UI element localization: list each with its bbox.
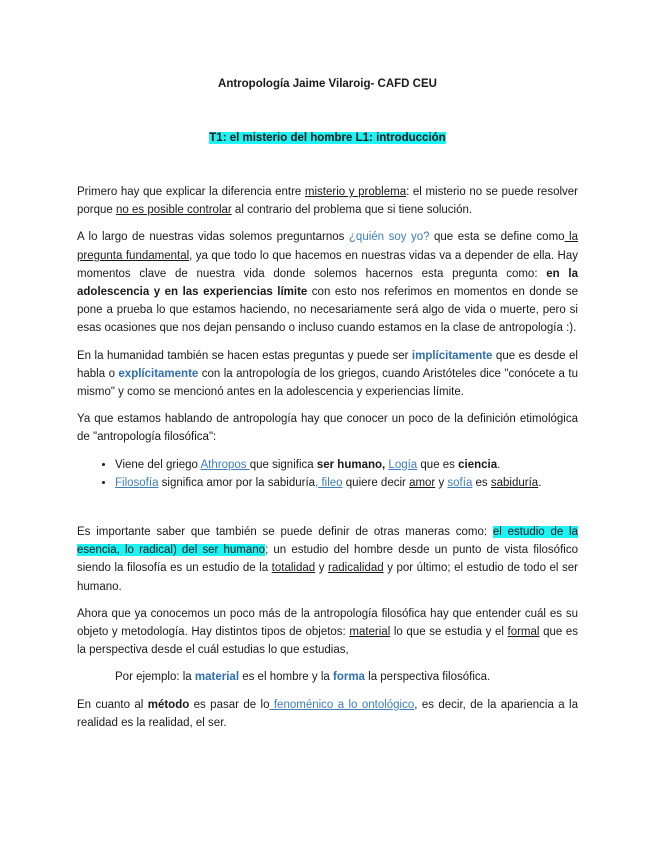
etymology-list — [77, 456, 578, 492]
paragraph-humanidad: En la humanidad también se hacen estas preguntas y puede ser implícitamente que es desde el habla o explícitamente con la antropología de los griegos, cuando Aristóteles dice "conócete a tu mismo" y como se mencionó antes en la adolescencia y experiencias límite. — [77, 349, 578, 399]
link-term[interactable]: , fileo — [315, 476, 343, 489]
paragraph-definiciones: Es importante saber que también se puede definir de otras maneras como: el estudio de la esencia, lo radical) del ser humano; un estudio del hombre desde un punto de vista filosófico siendo la filosofía es un estudio de la totalidad y radicalidad y por último; el estudio de todo el ser humano. — [77, 526, 578, 593]
bold-term: ciencia — [458, 458, 498, 471]
paragraph-metodo: En cuanto al método es pasar de lo fenoménico a lo ontológico, es decir, de la apariencia a la realidad es la realidad, el ser. — [77, 698, 578, 729]
underlined-term: no es posible controlar — [116, 204, 232, 217]
spacer — [77, 501, 578, 523]
link-term[interactable]: Filosofía — [115, 476, 159, 489]
list-item: • Viene del griego Athropos que significa ser humano, Logía que es ciencia. — [115, 456, 578, 474]
blue-bold-term: implícitamente — [411, 349, 493, 362]
topic-heading — [0, 132, 655, 144]
blue-bold-term: forma — [332, 671, 365, 684]
underlined-term: sabiduría — [490, 476, 539, 489]
underlined-term: totalidad — [271, 562, 316, 575]
underlined-term: radicalidad — [328, 562, 384, 575]
highlighted-term: el estudio de la esencia, lo radical) del ser humano — [77, 526, 578, 557]
bold-term: en la adolescencia y en las experiencias límite — [77, 267, 578, 299]
underlined-term: formal — [507, 626, 540, 639]
underlined-term: material — [349, 626, 391, 639]
topic-heading-highlight: T1: el misterio del hombre L1: introducción — [209, 132, 446, 144]
paragraph-etimologia: Ya que estamos hablando de antropología hay que conocer un poco de la definición etimológica de "antropología filosófica": — [77, 413, 578, 444]
bold-term: ser humano, — [316, 458, 389, 471]
blue-bold-term: explícitamente — [118, 367, 199, 380]
underlined-term: misterio y problema — [304, 186, 407, 198]
document-body — [77, 183, 578, 741]
paragraph-objeto: Ahora que ya conocemos un poco más de la antropología filosófica hay que entender cuál es su objeto y metodología. Hay distintos tipos de objetos: material lo que se estudia y el formal que es la perspectiva desde el cuál estudias lo que estudias, — [77, 607, 578, 657]
link-term[interactable]: sofía — [447, 476, 473, 489]
paragraph-ejemplo: Por ejemplo: la material es el hombre y la forma la perspectiva filosófica. — [115, 671, 491, 684]
link-term[interactable]: fenoménico a lo ontológico — [269, 698, 415, 711]
link-term[interactable]: Athropos — [200, 458, 250, 471]
blue-bold-term: material — [194, 671, 240, 684]
paragraph-misterio-problema: Primero hay que explicar la diferencia entre misterio y problema: el misterio no se puede resolver porque no es posible controlar al contrario del problema que si tiene solución. — [77, 186, 578, 217]
underlined-term: amor — [409, 476, 436, 489]
bold-term: método — [147, 698, 190, 711]
list-item: • Filosofía significa amor por la sabiduría, fileo quiere decir amor y sofía es sabiduría. — [115, 474, 578, 492]
blue-term: ¿quién soy yo? — [348, 231, 430, 244]
underlined-term: la pregunta fundamental — [77, 231, 578, 262]
paragraph-pregunta: A lo largo de nuestras vidas solemos preguntarnos ¿quién soy yo? que esta se define como la pregunta fundamental, ya que todo lo que hacemos en nuestras vidas va a depender de ella. Hay momentos clave de nuestra vida donde solemos hacernos esta pregunta como: en la adolescencia y en las experiencias límite con esto nos referimos en momentos en donde se pone a prueba lo que estamos haciendo, no necesariamente será algo de vida o muerte, pero si esas ocasiones que nos dejan pensando o incluso cuando estamos en la clase de antropología :). — [77, 231, 578, 335]
link-term[interactable]: Logía — [388, 458, 418, 471]
document-title: Antropología Jaime Vilaroig- CAFD CEU — [218, 78, 437, 90]
